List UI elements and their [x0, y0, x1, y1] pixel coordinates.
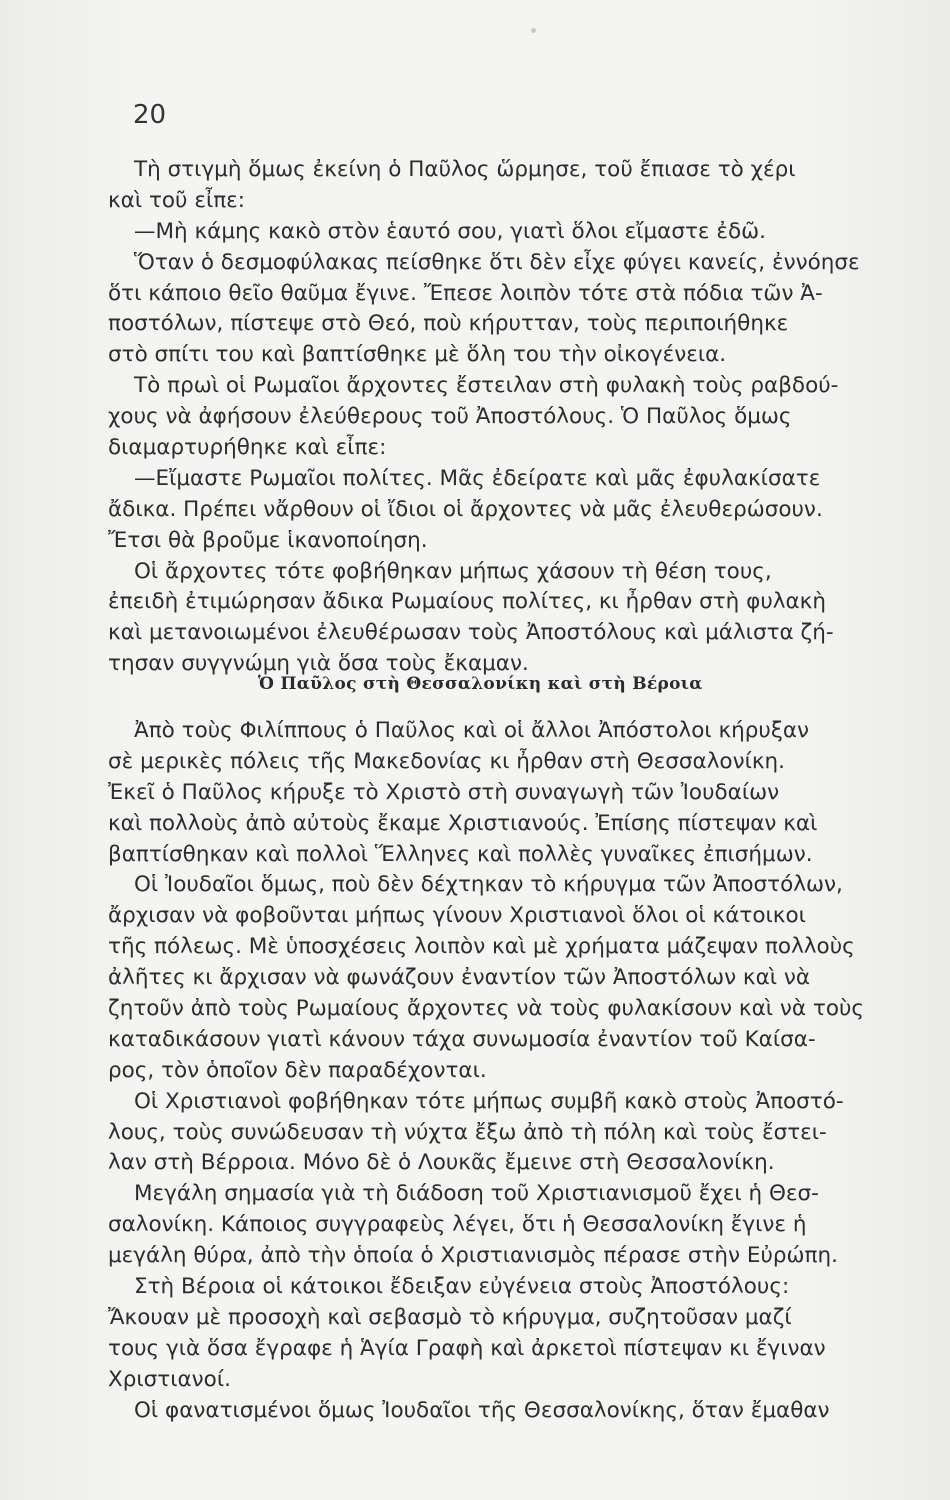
- text-line: ἄδικα. Πρέπει νἄρθουν οἱ ἴδιοι οἱ ἄρχοντες νὰ μᾶς ἐλευθερώσουν.: [108, 496, 823, 522]
- text-line: Ἄκουαν μὲ προσοχὴ καὶ σεβασμὸ τὸ κήρυγμα, συζητοῦσαν μαζί: [108, 1304, 792, 1330]
- text-line: ὅτι κάποιο θεῖο θαῦμα ἔγινε. Ἔπεσε λοιπὸν τότε στὰ πόδια τῶν Ἀ-: [108, 280, 823, 306]
- text-line: καὶ πολλοὺς ἀπὸ αὐτοὺς ἔκαμε Χριστιανούς. Ἐπίσης πίστεψαν καὶ: [108, 810, 818, 836]
- text-line: —Μὴ κάμης κακὸ στὸν ἑαυτό σου, γιατὶ ὅλοι εἴμαστε ἐδῶ.: [134, 218, 766, 244]
- text-line: σὲ μερικὲς πόλεις τῆς Μακεδονίας κι ἦρθαν στὴ Θεσσαλονίκη.: [108, 748, 785, 774]
- text-line: Ἐκεῖ ὁ Παῦλος κήρυξε τὸ Χριστὸ στὴ συναγωγὴ τῶν Ἰουδαίων: [108, 779, 780, 805]
- text-line: Μεγάλη σημασία γιὰ τὴ διάδοση τοῦ Χριστιανισμοῦ ἔχει ἡ Θεσ-: [134, 1181, 819, 1207]
- text-line: Οἱ Χριστιανοὶ φοβήθηκαν τότε μήπως συμβῆ κακὸ στοὺς Ἀποστό-: [134, 1088, 844, 1114]
- text-line: ἐπειδὴ ἐτιμώρησαν ἄδικα Ρωμαίους πολίτες, κι ἦρθαν στὴ φυλακὴ: [108, 589, 826, 615]
- text-line: Χριστιανοί.: [108, 1366, 231, 1392]
- text-line: ἀλῆτες κι ἄρχισαν νὰ φωνάζουν ἐναντίον τῶν Ἀποστόλων καὶ νὰ: [108, 965, 811, 991]
- text-line: καὶ μετανοιωμένοι ἐλευθέρωσαν τοὺς Ἀποστόλους καὶ μάλιστα ζή-: [108, 620, 834, 646]
- text-line: καὶ τοῦ εἶπε:: [108, 187, 246, 213]
- text-line: διαμαρτυρήθηκε καὶ εἶπε:: [108, 435, 387, 461]
- text-line: ζητοῦν ἀπὸ τοὺς Ρωμαίους ἄρχοντες νὰ τοὺς φυλακίσουν καὶ νὰ τοὺς: [108, 996, 865, 1022]
- text-line: Ὅταν ὁ δεσμοφύλακας πείσθηκε ὅτι δὲν εἶχε φύγει κανείς, ἐννόησε: [134, 249, 860, 275]
- text-line: Τὸ πρωὶ οἱ Ρωμαῖοι ἄρχοντες ἔστειλαν στὴ φυλακὴ τοὺς ραβδού-: [134, 373, 839, 399]
- text-line: ρος, τὸν ὁποῖον δὲν παραδέχονται.: [108, 1057, 487, 1083]
- text-line: λους, τοὺς συνώδευσαν τὴ νύχτα ἔξω ἀπὸ τὴ πόλη καὶ τοὺς ἔστει-: [108, 1119, 827, 1145]
- page-number: 20: [133, 100, 167, 130]
- section-heading: Ὁ Παῦλος στὴ Θεσσαλονίκη καὶ στὴ Βέροια: [258, 674, 703, 694]
- text-line: Οἱ Ἰουδαῖοι ὅμως, ποὺ δὲν δέχτηκαν τὸ κήρυγμα τῶν Ἀποστόλων,: [134, 872, 843, 898]
- paper-speck: [531, 28, 536, 33]
- text-line: στὸ σπίτι του καὶ βαπτίσθηκε μὲ ὅλη του τὴν οἰκογένεια.: [108, 342, 727, 368]
- text-line: Οἱ ἄρχοντες τότε φοβήθηκαν μήπως χάσουν τὴ θέση τους,: [134, 558, 772, 584]
- text-line: ἄρχισαν νὰ φοβοῦνται μήπως γίνουν Χριστιανοὶ ὅλοι οἱ κάτοικοι: [108, 903, 806, 929]
- text-line: Ἔτσι θὰ βροῦμε ἱκανοποίηση.: [108, 527, 428, 553]
- text-line: Στὴ Βέροια οἱ κάτοικοι ἔδειξαν εὐγένεια στοὺς Ἀποστόλους:: [134, 1274, 790, 1300]
- text-line: τησαν συγγνώμη γιὰ ὅσα τοὺς ἔκαμαν.: [108, 651, 529, 677]
- text-line: λαν στὴ Βέρροια. Μόνο δὲ ὁ Λουκᾶς ἔμεινε στὴ Θεσσαλονίκη.: [108, 1150, 775, 1176]
- text-line: σαλονίκη. Κάποιος συγγραφεὺς λέγει, ὅτι ἡ Θεσσαλονίκη ἔγινε ἡ: [108, 1212, 807, 1238]
- text-line: ποστόλων, πίστεψε στὸ Θεό, ποὺ κήρυτταν, τοὺς περιποιήθηκε: [108, 311, 789, 337]
- text-line: χους νὰ ἀφήσουν ἐλεύθερους τοῦ Ἀποστόλους. Ὁ Παῦλος ὅμως: [108, 404, 792, 430]
- text-line: μεγάλη θύρα, ἀπὸ τὴν ὁποία ὁ Χριστιανισμὸς πέρασε στὴν Εὐρώπη.: [108, 1243, 838, 1269]
- text-line: καταδικάσουν γιατὶ κάνουν τάχα συνωμοσία ἐναντίον τοῦ Καίσα-: [108, 1026, 816, 1052]
- text-line: τους γιὰ ὅσα ἔγραφε ἡ Ἁγία Γραφὴ καὶ ἀρκετοὶ πίστεψαν κι ἔγιναν: [108, 1335, 826, 1361]
- text-line: τῆς πόλεως. Μὲ ὑποσχέσεις λοιπὸν καὶ μὲ χρήματα μάζεψαν πολλοὺς: [108, 934, 855, 960]
- text-line: Ἀπὸ τοὺς Φιλίππους ὁ Παῦλος καὶ οἱ ἄλλοι Ἀπόστολοι κήρυξαν: [134, 718, 810, 743]
- text-line: βαπτίσθηκαν καὶ πολλοὶ Ἕλληνες καὶ πολλὲς γυναῖκες ἐπισήμων.: [108, 841, 813, 867]
- section-thessaloniki-veroia: [108, 716, 920, 1426]
- text-line: —Εἴμαστε Ρωμαῖοι πολίτες. Μᾶς ἐδείρατε καὶ μᾶς ἐφυλακίσατε: [134, 465, 821, 491]
- text-line: Τὴ στιγμὴ ὅμως ἐκείνη ὁ Παῦλος ὥρμησε, τοῦ ἔπιασε τὸ χέρι: [134, 157, 796, 182]
- section-paul-jailer: [108, 155, 920, 680]
- text-line: Οἱ φανατισμένοι ὅμως Ἰουδαῖοι τῆς Θεσσαλονίκης, ὅταν ἔμαθαν: [134, 1397, 830, 1423]
